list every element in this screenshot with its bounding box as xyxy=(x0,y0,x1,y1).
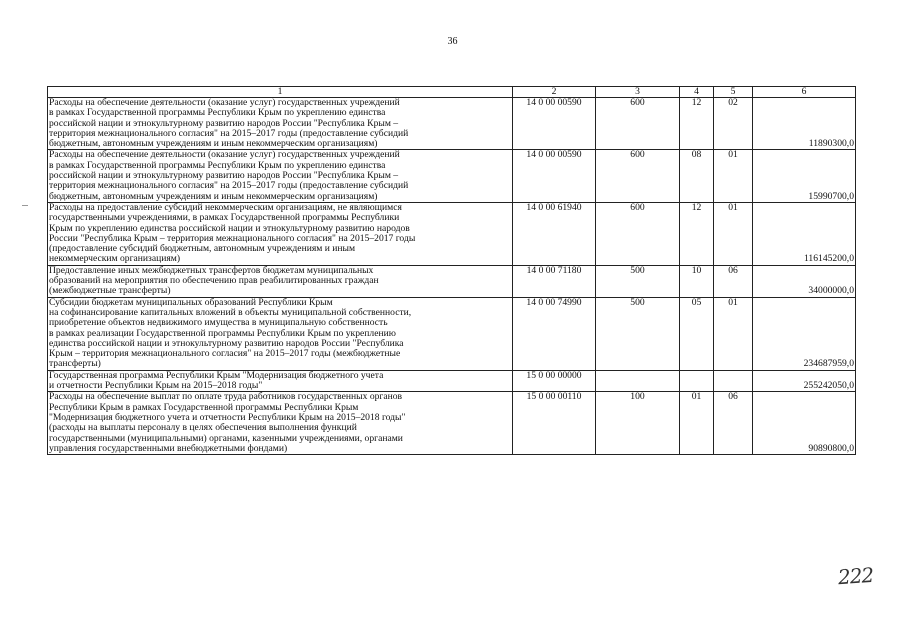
section-code: 12 xyxy=(680,202,714,265)
description-line: на софинансирование капитальных вложений в объекты муниципальной собственности, xyxy=(49,307,412,318)
description-line: (межбюджетные трансферты) xyxy=(49,286,171,297)
amount-value: 255242050,0 xyxy=(753,370,856,392)
table-header-row xyxy=(48,87,856,98)
table-row xyxy=(48,202,856,265)
description-line: Расходы на предоставление субсидий некоммерческим организациям, не являющимся xyxy=(49,202,402,213)
description-line: в рамках реализации Государственной программы Республики Крым по укреплению xyxy=(49,328,396,339)
table-row xyxy=(48,98,856,150)
column-header-5: 5 xyxy=(714,87,753,98)
description-line: Республики Крым в рамках Государственной программы Республики Крым xyxy=(49,402,359,413)
description-line: единства российской нации и этнокультурному развитию народов России "Республика xyxy=(49,338,404,349)
description-line: территория межнационального согласия" на 2015–2017 годы (предоставление субсидий xyxy=(49,181,409,192)
section-code: 10 xyxy=(680,265,714,297)
description-line: российской нации и этнокультурному развитию народов России "Республика Крым – xyxy=(49,118,399,129)
handwritten-signature: 222 xyxy=(837,562,874,590)
table-row xyxy=(48,297,856,370)
subsection-code: 01 xyxy=(714,150,753,202)
description-line: (расходы на выплаты персоналу в целях обеспечения выполнения функций xyxy=(49,423,357,434)
description-line: территория межнационального согласия" на 2015–2017 годы (предоставление субсидий xyxy=(49,128,409,139)
column-header-6: 6 xyxy=(753,87,856,98)
description-line: Предоставление иных межбюджетных трансфертов бюджетам муниципальных xyxy=(49,265,374,276)
table-body xyxy=(48,98,856,455)
target-article-code: 15 0 00 00000 xyxy=(513,370,596,392)
table-row xyxy=(48,265,856,297)
description-line: управления государственными внебюджетными фондами) xyxy=(49,443,288,454)
section-code: 05 xyxy=(680,297,714,370)
table-row xyxy=(48,392,856,455)
row-description xyxy=(48,98,513,150)
amount-value: 116145200,0 xyxy=(753,202,856,265)
target-article-code: 14 0 00 74990 xyxy=(513,297,596,370)
amount-value: 34000000,0 xyxy=(753,265,856,297)
target-article-code: 15 0 00 00110 xyxy=(513,392,596,455)
column-header-4: 4 xyxy=(680,87,714,98)
subsection-code: 01 xyxy=(714,297,753,370)
target-article-code: 14 0 00 00590 xyxy=(513,150,596,202)
description-line: бюджетным, автономным учреждениям и иным некоммерческим организациям) xyxy=(49,139,378,150)
description-line: государственными (муниципальными) органами, казенными учреждениями, органами xyxy=(49,433,403,444)
expense-type-code: 600 xyxy=(596,150,680,202)
table-row xyxy=(48,150,856,202)
section-code: 08 xyxy=(680,150,714,202)
subsection-code: 02 xyxy=(714,98,753,150)
description-line: российской нации и этнокультурному развитию народов России "Республика Крым – xyxy=(49,171,399,182)
row-description xyxy=(48,370,513,392)
subsection-code: 01 xyxy=(714,202,753,265)
section-code: 12 xyxy=(680,98,714,150)
expense-type-code: 500 xyxy=(596,297,680,370)
expense-type-code: 600 xyxy=(596,202,680,265)
column-header-1: 1 xyxy=(48,87,513,98)
description-line: трансферты) xyxy=(49,359,101,370)
description-line: приобретение объектов недвижимого имущества в муниципальную собственность xyxy=(49,318,388,329)
description-line: некоммерческим организациям) xyxy=(49,254,181,265)
amount-value: 234687959,0 xyxy=(753,297,856,370)
description-line: Расходы на обеспечение деятельности (оказание услуг) государственных учреждений xyxy=(49,98,400,108)
description-line: "Модернизация бюджетного учета и отчетности Республики Крым на 2015–2018 годы" xyxy=(49,412,406,423)
amount-value: 90890800,0 xyxy=(753,392,856,455)
target-article-code: 14 0 00 71180 xyxy=(513,265,596,297)
description-line: в рамках Государственной программы Республики Крым по укреплению единства xyxy=(49,108,386,119)
target-article-code: 14 0 00 61940 xyxy=(513,202,596,265)
expense-type-code: 100 xyxy=(596,392,680,455)
row-description xyxy=(48,297,513,370)
target-article-code: 14 0 00 00590 xyxy=(513,98,596,150)
table-row xyxy=(48,370,856,392)
row-description xyxy=(48,392,513,455)
amount-value: 11890300,0 xyxy=(753,98,856,150)
subsection-code: 06 xyxy=(714,265,753,297)
description-line: Расходы на обеспечение деятельности (оказание услуг) государственных учреждений xyxy=(49,150,400,161)
description-line: в рамках Государственной программы Республики Крым по укреплению единства xyxy=(49,160,386,171)
description-line: и отчетности Республики Крым на 2015–2018 годы" xyxy=(49,381,263,392)
expense-type-code xyxy=(596,370,680,392)
expense-type-code: 600 xyxy=(596,98,680,150)
description-line: (предоставление субсидий бюджетным, автономным учреждениям и иным xyxy=(49,244,356,255)
description-line: государственными учреждениями, в рамках Государственной программы Республики xyxy=(49,213,400,224)
section-code: 01 xyxy=(680,392,714,455)
column-header-2: 2 xyxy=(513,87,596,98)
row-description xyxy=(48,150,513,202)
description-line: Субсидии бюджетам муниципальных образований Республики Крым xyxy=(49,297,333,308)
row-description xyxy=(48,202,513,265)
description-line: образований на мероприятия по обеспечению прав реабилитированных граждан xyxy=(49,276,379,287)
description-line: бюджетным, автономным учреждениям и иным некоммерческим организациям) xyxy=(49,191,378,202)
budget-table xyxy=(47,86,856,455)
page-number: 36 xyxy=(447,36,458,47)
amount-value: 15990700,0 xyxy=(753,150,856,202)
description-line: России "Республика Крым – территория межнационального согласия" на 2015–2017 годы xyxy=(49,233,416,244)
description-line: Государственная программа Республики Крым "Модернизация бюджетного учета xyxy=(49,370,384,381)
subsection-code: 06 xyxy=(714,392,753,455)
expense-type-code: 500 xyxy=(596,265,680,297)
row-description xyxy=(48,265,513,297)
subsection-code xyxy=(714,370,753,392)
description-line: Крым по укреплению единства российской нации и этнокультурному развитию народов xyxy=(49,223,410,234)
description-line: Крым – территория межнационального согласия" на 2015–2017 годы (межбюджетные xyxy=(49,349,401,360)
section-code xyxy=(680,370,714,392)
scan-mark xyxy=(22,205,28,206)
column-header-3: 3 xyxy=(596,87,680,98)
description-line: Расходы на обеспечение выплат по оплате труда работников государственных органов xyxy=(49,392,403,403)
